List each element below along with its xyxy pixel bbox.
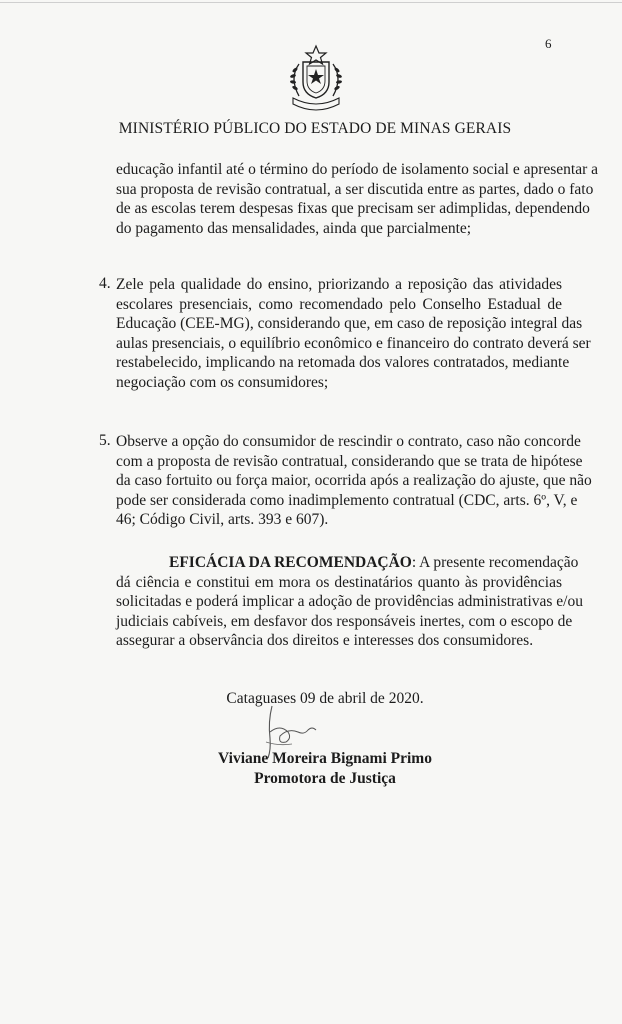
text-line	[116, 553, 579, 573]
page-number: 6	[545, 36, 552, 51]
eficacia-paragraph	[116, 553, 583, 651]
text-line: Educação (CEE-MG), considerando que, em caso de reposição integral das	[116, 315, 583, 332]
institution-header: MINISTÉRIO PÚBLICO DO ESTADO DE MINAS GERAIS	[118, 120, 512, 137]
text-line: aulas presenciais, o equilíbrio econômico e financeiro do contrato deverá ser	[116, 334, 591, 352]
text-line: assegurar a observância dos direitos e interesses dos consumidores.	[116, 632, 534, 649]
place-date: Cataguases 09 de abril de 2020.	[226, 690, 424, 707]
signer-role: Promotora de Justiça	[254, 770, 396, 787]
item-number: 5.	[99, 432, 111, 449]
item-number: 4.	[99, 275, 111, 292]
continuation-paragraph	[116, 160, 599, 238]
text-line: escolares presenciais, como recomendado pelo Conselho Estadual de	[116, 295, 562, 313]
top-border-line	[0, 2, 622, 3]
text-line: negociação com os consumidores;	[116, 373, 329, 391]
text-line: pode ser considerada como inadimplemento contratual (CDC, arts. 6º, V, e	[116, 491, 578, 509]
text-line: judiciais cabíveis, em desfavor dos responsáveis inertes, com o escopo de	[116, 612, 573, 630]
eficacia-first-line: : A presente recomendação	[411, 554, 579, 571]
text-line: 46; Código Civil, arts. 393 e 607).	[116, 511, 329, 528]
text-line: com a proposta de revisão contratual, considerando que se trata de hipótese	[116, 452, 583, 470]
text-line: de as escolas terem despesas fixas que precisam ser adimplidas, dependendo	[116, 200, 590, 217]
text-line: dá ciência e constitui em mora os destinatários quanto às providências	[116, 573, 562, 591]
text-line: do pagamento das mensalidades, ainda que parcialmente;	[116, 219, 472, 237]
recommendation-item-5	[116, 432, 592, 530]
text-line: Zele pela qualidade do ensino, priorizando a reposição das atividades	[116, 276, 562, 293]
text-line: sua proposta de revisão contratual, a ser discutida entre as partes, dado o fato	[116, 180, 594, 198]
recommendation-item-4	[116, 275, 591, 392]
text-line: solicitadas e poderá implicar a adoção de providências administrativas e/ou	[116, 593, 583, 610]
minas-gerais-coat-of-arms-icon	[281, 42, 351, 114]
text-line: Observe a opção do consumidor de rescindir o contrato, caso não concorde	[116, 433, 581, 450]
signer-name: Viviane Moreira Bignami Primo	[218, 750, 432, 767]
text-line: educação infantil até o término do período de isolamento social e apresentar a	[116, 161, 599, 178]
eficacia-heading: EFICÁCIA DA RECOMENDAÇÃO	[169, 554, 412, 571]
text-line: restabelecido, implicando na retomada dos valores contratados, mediante	[116, 354, 570, 371]
text-line: da caso fortuito ou força maior, ocorrida após a realização do ajuste, que não	[116, 472, 592, 489]
